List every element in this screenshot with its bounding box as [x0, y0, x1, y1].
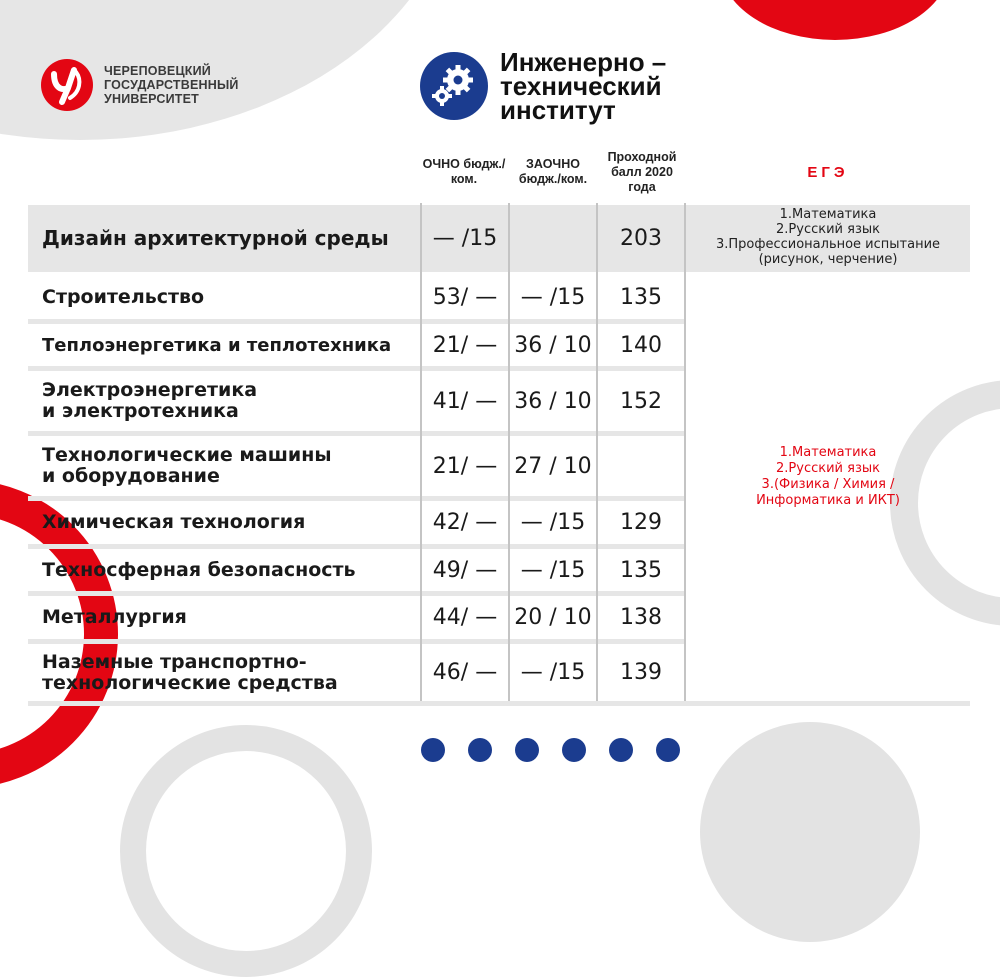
decor-ring-gray-bottom [120, 725, 372, 977]
ochno-value: 53/ — [432, 284, 498, 310]
passing-score-value: 140 [620, 332, 662, 358]
passing-score-value: 135 [620, 557, 662, 583]
university-name [104, 64, 239, 106]
ochno-value: 49/ — [432, 557, 498, 583]
ege-general-line: Информатика и ИКТ) [756, 493, 900, 508]
institute-name-line-3: институт [500, 95, 616, 125]
passing-score-value: 135 [620, 284, 662, 310]
ege-design-line: 2.Русский язык [776, 222, 880, 237]
ege-design-line: 3.Профессиональное испытание [715, 237, 941, 252]
decor-dot [609, 738, 633, 762]
header-ege: ЕГЭ [807, 164, 849, 181]
column-divider [420, 203, 422, 701]
table-row [28, 644, 970, 701]
zaochno-value: — /15 [520, 660, 586, 685]
ochno-value: 44/ — [432, 605, 498, 630]
decor-dots [421, 738, 703, 762]
decor-dot [468, 738, 492, 762]
table-bottom-border [28, 701, 970, 706]
ege-subjects-general [686, 445, 970, 509]
passing-score-value: 139 [620, 660, 662, 685]
institute-name-line-2: технический [500, 71, 662, 101]
program-name: Строительство [42, 285, 205, 308]
zaochno-value: — /15 [520, 557, 586, 583]
column-divider [596, 203, 598, 701]
ege-general-line: 1.Математика [779, 445, 877, 460]
university-name-line-1: ЧЕРЕПОВЕЦКИЙ [104, 64, 211, 78]
zaochno-value: 20 / 10 [514, 605, 592, 630]
passing-score-value: 129 [620, 510, 662, 535]
decor-dot [656, 738, 680, 762]
program-name: Техносферная безопасность [42, 558, 356, 581]
passing-score-value: 138 [620, 605, 662, 630]
program-name: Технологические машины и оборудование [42, 444, 332, 487]
program-name: Теплоэнергетика и теплотехника [42, 334, 392, 356]
ege-subjects-design [686, 207, 970, 267]
decor-dot [421, 738, 445, 762]
passing-score-value [598, 436, 684, 496]
header-zaochno: ЗАОЧНО бюдж./ком. [518, 157, 588, 186]
ege-design-line: (рисунок, черчение) [758, 252, 898, 267]
decor-circle-gray-bottom [700, 722, 920, 942]
program-name: Химическая технология [42, 511, 306, 533]
decor-dot [562, 738, 586, 762]
zaochno-value [510, 205, 596, 272]
decor-circle-red-top [720, 0, 950, 40]
zaochno-value: — /15 [520, 284, 586, 310]
ochno-value: — /15 [432, 226, 498, 251]
ochno-value: 21/ — [432, 332, 498, 358]
university-name-line-3: УНИВЕРСИТЕТ [104, 92, 199, 106]
ege-general-line: 3.(Физика / Химия / [761, 477, 895, 492]
table-row [28, 596, 970, 639]
ochno-value: 21/ — [432, 453, 498, 479]
zaochno-value: 27 / 10 [514, 453, 592, 479]
ochno-value: 42/ — [432, 510, 498, 535]
university-logo [40, 58, 239, 112]
column-divider [508, 203, 510, 701]
header-ochno: ОЧНО бюдж./ком. [422, 157, 506, 186]
ege-design-line: 1.Математика [779, 207, 877, 222]
zaochno-value: 36 / 10 [514, 332, 592, 358]
program-name: Металлургия [42, 606, 187, 628]
university-name-line-2: ГОСУДАРСТВЕННЫЙ [104, 78, 239, 92]
institute-name [500, 47, 667, 125]
ege-general-line: 2.Русский язык [776, 461, 880, 476]
ochno-value: 41/ — [432, 388, 498, 414]
university-emblem-icon [40, 58, 94, 112]
header-passing-score: Проходной балл 2020 года [607, 150, 677, 194]
institute-name-line-1: Инженерно – [500, 47, 667, 77]
decor-dot [515, 738, 539, 762]
program-name: Дизайн архитектурной среды [42, 226, 389, 250]
ochno-value: 46/ — [432, 660, 498, 685]
zaochno-value: — /15 [520, 510, 586, 535]
table-row [28, 371, 970, 431]
passing-score-value: 203 [620, 226, 662, 251]
passing-score-value: 152 [620, 388, 662, 414]
program-name: Наземные транспортно- технологические средства [42, 650, 338, 694]
table-row [28, 275, 970, 319]
program-name: Электроэнергетика и электротехника [42, 379, 258, 422]
table-row [28, 324, 970, 366]
zaochno-value: 36 / 10 [514, 388, 592, 414]
table-row [28, 549, 970, 591]
institute-logo [420, 47, 667, 125]
gears-icon [420, 52, 488, 120]
